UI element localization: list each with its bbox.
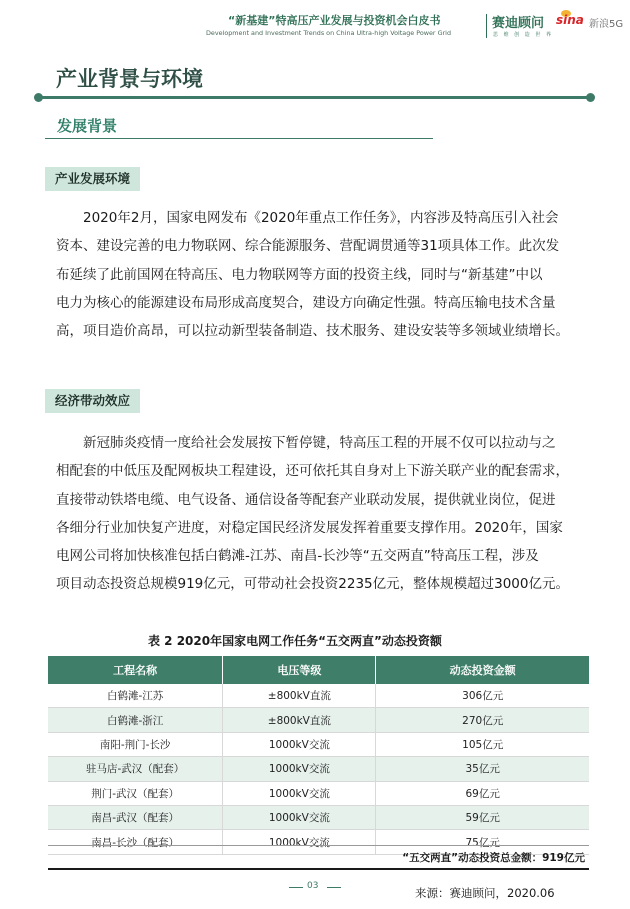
subsection-title: 发展背景 xyxy=(57,117,118,135)
investment-table xyxy=(48,656,589,855)
table-cell: 1000kV交流 xyxy=(223,805,376,829)
paragraph-line: 2020年2月，国家电网发布《2020年重点工作任务》，内容涉及特高压引入社会 xyxy=(83,210,559,226)
header-divider xyxy=(486,14,487,38)
table-cell: 1000kV交流 xyxy=(223,732,376,756)
section-title: 产业背景与环境 xyxy=(56,67,203,91)
table-row xyxy=(48,781,589,805)
subsection-rule xyxy=(45,138,433,139)
ccid-logo: 赛迪顾问 xyxy=(492,16,545,31)
paragraph-line: 电网公司将加快核准包括白鹤滩-江苏、南昌-长沙等“五交两直”特高压工程，涉及 xyxy=(56,548,539,565)
table-cell: 75亿元 xyxy=(376,830,589,854)
report-subtitle: Development and Investment Trends on China Ultra-high Voltage Power Grid xyxy=(206,29,452,37)
paragraph-economic-effect xyxy=(56,429,588,599)
table-cell: 驻马店-武汉（配套） xyxy=(48,757,223,781)
tag-industry-environment: 产业发展环境 xyxy=(45,167,140,191)
table-cell: 南昌-武汉（配套） xyxy=(48,805,223,829)
table-header-row xyxy=(48,656,589,684)
paragraph-line: 高，项目造价高昂，可以拉动新型装备制造、技术服务、建设安装等多领域业绩增长。 xyxy=(56,323,569,340)
table-caption: 表 2 2020年国家电网工作任务“五交两直”动态投资额 xyxy=(148,634,442,648)
paragraph-line: 项目动态投资总规模919亿元，可带动社会投资2235亿元，整体规模超过3000亿元。 xyxy=(56,576,569,593)
page-header xyxy=(0,10,630,50)
rule-dot-right xyxy=(586,93,595,102)
table-cell: 35亿元 xyxy=(376,757,589,781)
table-total: “五交两直”动态投资总金额：919亿元 xyxy=(402,852,585,864)
table-cell: 白鹤滩-江苏 xyxy=(48,684,223,708)
table-header-cell: 电压等级 xyxy=(223,656,376,684)
paragraph-line: 各细分行业加快复产进度，对稳定国民经济发展发挥着重要支撑作用。2020年，国家 xyxy=(56,519,563,536)
table-row xyxy=(48,708,589,732)
page-number-rule-left xyxy=(289,887,303,888)
table-row xyxy=(48,805,589,829)
paragraph-line: 资本、建设完善的电力物联网、综合能源服务、营配调贯通等31项具体工作。此次发 xyxy=(56,238,560,255)
table-cell: 南昌-长沙（配套） xyxy=(48,830,223,854)
page-number-rule-right xyxy=(327,887,341,888)
paragraph-line: 布延续了此前国网在特高压、电力物联网等方面的投资主线，同时与“新基建”中以 xyxy=(56,266,543,283)
table-cell: 105亿元 xyxy=(376,732,589,756)
sina-logo: sina xyxy=(556,13,584,27)
table-cell: 白鹤滩-浙江 xyxy=(48,708,223,732)
table-cell: ±800kV直流 xyxy=(223,708,376,732)
sina-5g-label: 新浪5G xyxy=(589,19,624,30)
tag-economic-effect: 经济带动效应 xyxy=(45,389,140,413)
table-cell: 荆门-武汉（配套） xyxy=(48,781,223,805)
table-cell: 270亿元 xyxy=(376,708,589,732)
table-cell: 1000kV交流 xyxy=(223,781,376,805)
paragraph-line: 相配套的中低压及配网板块工程建设，还可依托其自身对上下游关联产业的配套需求， xyxy=(56,463,569,480)
table-cell: 1000kV交流 xyxy=(223,830,376,854)
table-row xyxy=(48,757,589,781)
table-cell: ±800kV直流 xyxy=(223,684,376,708)
table-header-cell: 工程名称 xyxy=(48,656,223,684)
page-number: 03 xyxy=(307,881,319,891)
paragraph-line: 直接带动铁塔电缆、电气设备、通信设备等配套产业联动发展，提供就业岗位，促进 xyxy=(56,491,556,508)
table-cell: 1000kV交流 xyxy=(223,757,376,781)
table-cell: 69亿元 xyxy=(376,781,589,805)
table-cell: 南阳-荆门-长沙 xyxy=(48,732,223,756)
table-cell: 306亿元 xyxy=(376,684,589,708)
paragraph-line: 新冠肺炎疫情一度给社会发展按下暂停键，特高压工程的开展不仅可以拉动与之 xyxy=(83,435,556,451)
table-row xyxy=(48,684,589,708)
report-title: “新基建”特高压产业发展与投资机会白皮书 xyxy=(228,14,441,27)
table-total-row xyxy=(48,845,589,870)
source-note: 来源：赛迪顾问，2020.06 xyxy=(415,886,555,900)
paragraph-line: 电力为核心的能源建设布局形成高度契合，建设方向确定性强。特高压输电技术含量 xyxy=(56,294,556,311)
table-header-cell: 动态投资金额 xyxy=(376,656,589,684)
table-cell: 59亿元 xyxy=(376,805,589,829)
paragraph-industry-environment xyxy=(56,204,588,345)
ccid-logo-tagline: 思 维 创 造 世 界 xyxy=(493,32,553,38)
table-row xyxy=(48,732,589,756)
section-rule xyxy=(38,96,590,99)
